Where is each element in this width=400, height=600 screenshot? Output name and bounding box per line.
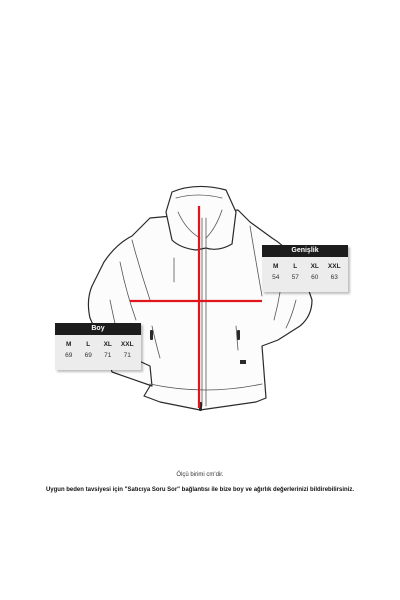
jacket-collar — [166, 186, 236, 250]
height-value-m: 69 — [65, 352, 73, 359]
width-value-xxl: 63 — [330, 274, 338, 281]
height-value-l: 69 — [84, 352, 92, 359]
height-size-xxl: XXL — [120, 341, 134, 348]
width-value-m: 54 — [272, 274, 280, 281]
width-value-l: 57 — [291, 274, 299, 281]
height-size-l: L — [86, 341, 91, 348]
brand-patch — [240, 360, 246, 364]
height-size-xl: XL — [103, 341, 112, 348]
width-size-l: L — [293, 263, 298, 270]
width-size-xl: XL — [310, 263, 319, 270]
width-card-title: Genişlik — [262, 245, 348, 257]
height-value-xxl: 71 — [123, 352, 131, 359]
size-advice-note: Uygun beden tavsiyesi için "Satıcıya Soru Sor" bağlantısı ile bize boy ve ağırlık değerlerinizi bildirebilirsiniz. — [45, 487, 355, 493]
zipper-pull-left — [150, 330, 153, 340]
width-size-m: M — [273, 263, 279, 270]
unit-note: Ölçü birimi cm'dir. — [176, 472, 224, 478]
height-size-card — [55, 323, 141, 370]
width-size-xxl: XXL — [327, 263, 341, 270]
width-value-xl: 60 — [311, 274, 319, 281]
width-size-card — [262, 245, 348, 292]
height-card-title: Boy — [55, 323, 141, 335]
zipper-pull-right — [237, 330, 240, 340]
height-value-xl: 71 — [104, 352, 112, 359]
height-size-m: M — [66, 341, 72, 348]
